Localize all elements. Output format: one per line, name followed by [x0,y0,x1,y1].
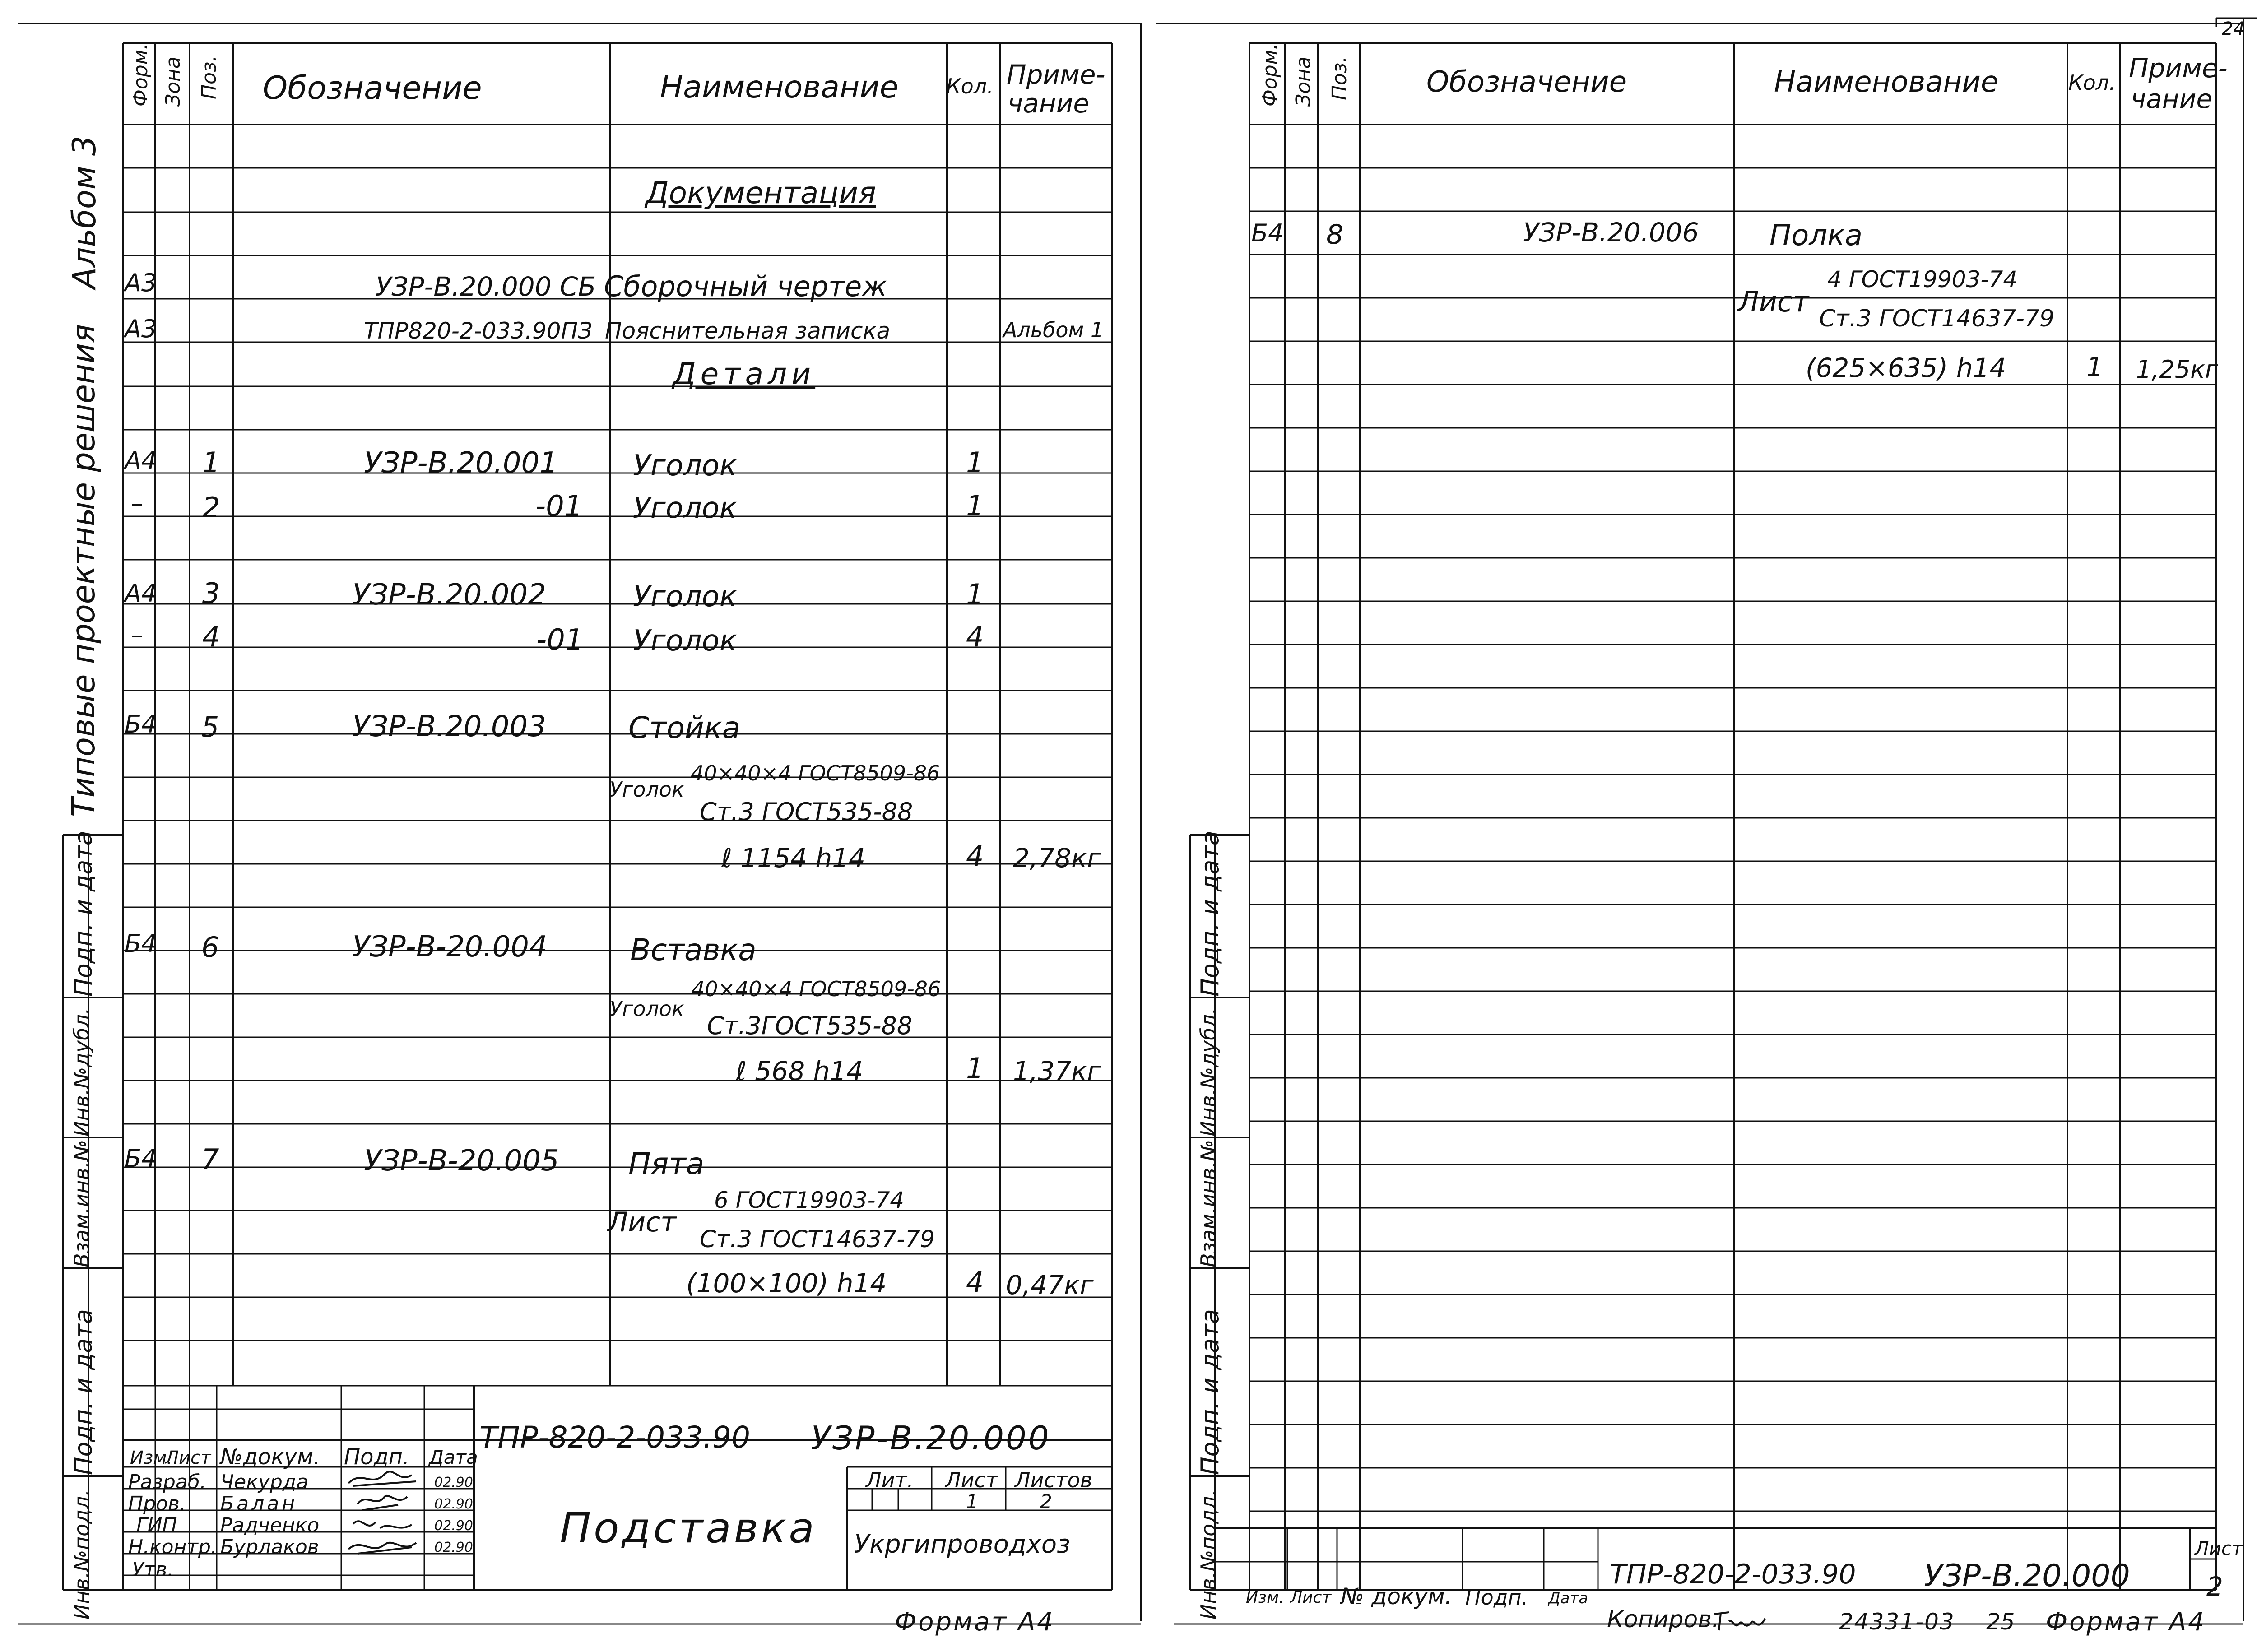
margin-sign-date-1: Подп. и дата [69,831,98,997]
left-header-note-2: чание [1008,88,1090,119]
tb-role: Пров. [128,1492,186,1515]
organization-name: Укргипроводхоз [854,1530,1070,1559]
row-format: А4 [125,446,157,475]
tb-head-change: Изм. [130,1448,173,1468]
tb-head-sheet: Лист [165,1448,211,1468]
right-header-zone: Зона [1292,56,1315,107]
row-name: Пята [628,1146,705,1181]
right-project-code: ТПР-820-2-033.90 [1610,1559,1856,1590]
row-material-bottom: Ст.3 ГОСТ14637-79 [700,1226,935,1253]
copyist-signature [1711,1605,1769,1637]
tb-sheet-label: Лист [2195,1537,2243,1559]
tb-sheet-value: 1 [966,1490,978,1513]
tb-person-name: Чекурда [220,1471,309,1494]
row-qty: 4 [966,840,984,872]
row-format: Б4 [125,710,157,738]
row-name: Уголок [633,624,737,658]
row-designation: УЗР-В.20.003 [352,710,546,743]
section-title-documentation: Документация [646,176,876,210]
margin-orig-inv: Инв.№подл. [70,1489,94,1620]
row-pos: 6 [201,931,219,964]
row-designation: -01 [536,623,584,657]
row-pos: 2 [202,491,220,524]
row-name: Стойка [628,710,741,745]
row-material-prefix: Уголок [609,777,684,802]
tb-date: 02.90 [434,1540,473,1555]
row-designation: УЗР-В-20.005 [364,1144,559,1178]
tb-sheet-value: 2 [2206,1571,2223,1602]
tb-head-sign: Подп. [1465,1585,1528,1610]
row-material-prefix: Уголок [609,997,684,1021]
tb-head-sign: Подп. [344,1444,410,1470]
tb-person-name: Радченко [220,1514,320,1537]
section-title-details: Детали [673,357,816,391]
tb-role: Утв. [132,1558,174,1581]
row-note: Альбом 1 [1003,318,1104,342]
right-header-designation: Обозначение [1426,65,1627,99]
tb-head-change: Изм. [1246,1588,1284,1607]
signature-mark [344,1465,425,1564]
row-qty: 4 [966,620,984,653]
left-header-designation: Обозначение [263,70,482,107]
left-header-pos: Поз. [198,55,221,99]
tb-head-doc: №докум. [220,1444,320,1470]
margin-sign-date-1: Подп. и дата [1196,831,1224,997]
right-header-name: Наименование [1774,65,1999,99]
document-title: Подставка [560,1504,817,1552]
row-qty: 1 [966,1052,984,1085]
row-pos: 1 [202,446,220,479]
row-format: Б4 [125,929,157,958]
tb-stage-label: Лит. [866,1468,914,1492]
row-material-top: 40×40×4 ГОСТ8509-86 [691,761,940,785]
page-number: 24 [2222,19,2245,39]
margin-orig-inv: Инв.№подл. [1196,1489,1221,1620]
row-format: Б4 [125,1144,157,1173]
row-material-bottom: Ст.3ГОСТ535-88 [707,1012,913,1040]
row-material-top: 4 ГОСТ19903-74 [1827,266,2018,292]
margin-replace-inv: Взам.инв.№ [70,1139,94,1267]
left-project-code: ТПР-820-2-033.90 [479,1420,751,1455]
row-format: Б4 [1251,219,1284,247]
right-format-label: Формат А4 [2046,1607,2206,1637]
row-qty: 1 [966,446,984,479]
tb-person-name: Балан [220,1492,298,1515]
tb-sheets-value: 2 [1040,1490,1052,1513]
row-pos: 3 [202,577,220,610]
tb-head-sheet: Лист [1290,1588,1332,1607]
left-header-format: Форм. [129,43,152,107]
row-size: ℓ 1154 h14 [721,843,865,873]
tb-head-date: Дата [429,1446,478,1468]
row-name: Пояснительная записка [605,318,891,344]
archive-number: 24331-03 [1839,1609,1955,1635]
row-format: – [131,621,143,649]
row-designation: УЗР-В-20.004 [352,930,548,964]
row-material-prefix: Лист [1738,285,1809,318]
tb-date: 02.90 [434,1475,473,1490]
right-header-note-2: чание [2131,84,2213,114]
row-pos: 7 [201,1143,219,1176]
row-material-top: 6 ГОСТ19903-74 [714,1187,905,1213]
row-name: Уголок [633,449,737,483]
margin-dup-inv: Инв.№дубл. [70,1007,94,1137]
tb-role: Н.контр. [128,1536,217,1559]
tb-head-doc: № докум. [1341,1583,1452,1610]
row-format: – [131,489,143,517]
right-header-qty: Кол. [2068,70,2116,95]
row-size: (625×635) h14 [1806,353,2006,383]
row-material-prefix: Лист [608,1207,677,1238]
row-material-bottom: Ст.3 ГОСТ14637-79 [1819,305,2055,332]
row-note: 1,37кг [1013,1056,1101,1086]
left-format-label: Формат А4 [895,1607,1055,1637]
row-designation: УЗР-В.20.006 [1523,217,1699,248]
row-size: (100×100) h14 [686,1268,887,1299]
row-pos: 4 [202,620,220,653]
tb-date: 02.90 [434,1496,473,1512]
margin-replace-inv: Взам.инв.№ [1196,1139,1221,1267]
series-label: Типовые проектные решения [65,324,102,817]
row-name: Уголок [633,492,737,525]
row-designation: ТПР820-2-033.90ПЗ [364,318,593,344]
copied-label: Копиров. [1607,1606,1719,1633]
row-qty: 4 [966,1266,984,1299]
row-format: А4 [125,579,157,608]
row-designation: УЗР-В.20.001 [364,446,558,480]
row-name: Уголок [633,580,737,613]
left-header-name: Наименование [660,70,899,105]
margin-dup-inv: Инв.№дубл. [1196,1007,1221,1137]
margin-sign-date-2: Подп. и дата [1196,1309,1224,1475]
row-name: Вставка [630,933,757,967]
row-name: Полка [1769,219,1863,252]
tb-date: 02.90 [434,1518,473,1534]
row-material-top: 40×40×4 ГОСТ8509-86 [692,977,941,1001]
row-designation: -01 [535,490,583,523]
tb-sheet-label: Лист [945,1468,998,1492]
row-pos: 8 [1326,219,1344,251]
row-designation: УЗР-В.20.002 [352,578,546,612]
row-designation: УЗР-В.20.000 СБ [376,271,596,302]
tb-sheets-label: Листов [1015,1468,1092,1492]
right-document-code: УЗР-В.20.000 [1924,1558,2130,1594]
row-note: 1,25кг [2136,355,2218,384]
tb-role: Разраб. [128,1471,206,1494]
row-material-bottom: Ст.3 ГОСТ535-88 [700,798,913,826]
row-note: 2,78кг [1013,843,1101,873]
row-format: А3 [125,269,157,297]
left-document-code: УЗР-В.20.000 [811,1419,1051,1457]
row-qty: 1 [2086,352,2103,382]
tb-role: ГИП [136,1514,177,1537]
row-format: А3 [125,315,157,343]
row-qty: 1 [966,489,984,522]
left-header-note-1: Приме- [1007,59,1105,90]
tb-person-name: Бурлаков [220,1536,319,1559]
left-header-qty: Кол. [946,74,994,98]
row-note: 0,47кг [1006,1270,1094,1300]
left-header-zone: Зона [162,56,185,107]
row-qty: 1 [966,578,984,611]
tb-head-date: Дата [1548,1589,1588,1607]
row-size: ℓ 568 h14 [736,1056,864,1086]
page-in-album: 25 [1986,1609,2015,1635]
row-pos: 5 [201,710,219,743]
right-header-note-1: Приме- [2129,53,2228,84]
album-label: Альбом 3 [66,135,103,289]
margin-sign-date-2: Подп. и дата [69,1309,98,1475]
row-name: Сборочный чертеж [604,270,887,303]
right-header-pos: Поз. [1328,56,1351,100]
right-header-format: Форм. [1259,43,1282,107]
